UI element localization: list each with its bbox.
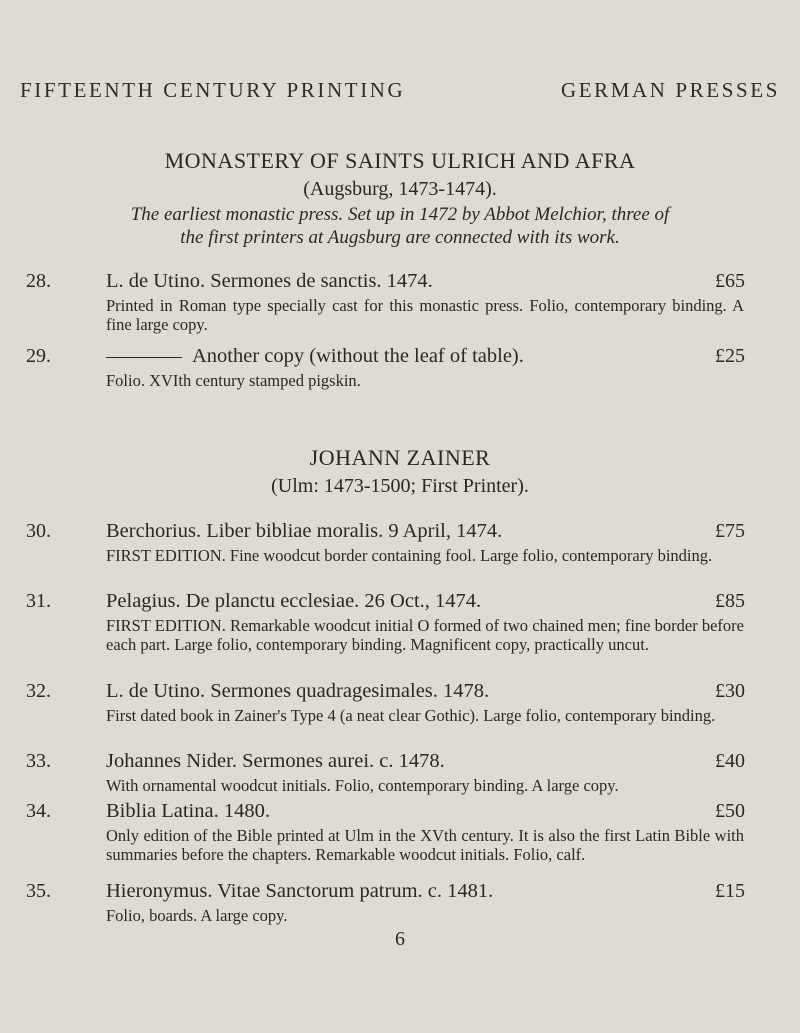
entry-price: £75 (715, 520, 745, 542)
entry-description: Printed in Roman type specially cast for this monastic press. Folio, contemporary binding. A fine large copy. (106, 296, 744, 334)
entry-price: £85 (715, 590, 745, 612)
entry-description: First dated book in Zainer's Type 4 (a neat clear Gothic). Large folio, contemporary binding. (106, 706, 716, 725)
entry-description: Folio. XVIth century stamped pigskin. (106, 371, 361, 390)
section-subtitle: (Ulm: 1473-1500; First Printer). (271, 475, 529, 497)
entry-number: 33. (26, 750, 51, 772)
entry-heading: L. de Utino. Sermones de sanctis. 1474. (106, 270, 433, 292)
page-number: 6 (395, 928, 405, 950)
entry-price: £65 (715, 270, 745, 292)
section-title: JOHANN ZAINER (309, 445, 491, 470)
entry-number: 29. (26, 345, 51, 367)
header-left: FIFTEENTH CENTURY PRINTING (20, 78, 406, 102)
entry-price: £30 (715, 680, 745, 702)
entry-heading: Biblia Latina. 1480. (106, 800, 270, 822)
entry-description: Only edition of the Bible printed at Ulm in the XVth century. It is also the first Latin Bible with summaries before the chapters. Remarkable woodcut initials. Folio, calf. (106, 826, 744, 864)
entry-description: FIRST EDITION. Remarkable woodcut initial O formed of two chained men; fine border before each part. Large folio, contemporary binding. Magnificent copy, practically uncut. (106, 616, 744, 654)
section-heading-zainer (0, 445, 800, 498)
entry-heading: L. de Utino. Sermones quadragesimales. 1478. (106, 680, 490, 702)
entry-number: 30. (26, 520, 51, 542)
entry-heading: Berchorius. Liber bibliae moralis. 9 April, 1474. (106, 520, 503, 542)
entry-description: FIRST EDITION. Fine woodcut border containing fool. Large folio, contemporary binding. (106, 546, 713, 565)
entry-price: £50 (715, 800, 745, 822)
entry-price: £25 (715, 345, 745, 367)
section-note: The earliest monastic press. Set up in 1472 by Abbot Melchior, three of the first printers at Augsburg are connected with its work. (130, 204, 670, 248)
running-header (20, 78, 780, 103)
entry-number: 31. (26, 590, 51, 612)
section-title: MONASTERY OF SAINTS ULRICH AND AFRA (164, 148, 636, 173)
entry-description: Folio, boards. A large copy. (106, 906, 288, 925)
section-subtitle: (Augsburg, 1473-1474). (303, 178, 497, 200)
entry-number: 28. (26, 270, 51, 292)
entry-heading: Another copy (without the leaf of table). (192, 345, 524, 367)
header-right: GERMAN PRESSES (560, 78, 780, 102)
entry-heading-line (106, 345, 524, 368)
entry-heading: Pelagius. De planctu ecclesiae. 26 Oct., 1474. (106, 590, 482, 612)
entry-description: With ornamental woodcut initials. Folio, contemporary binding. A large copy. (106, 776, 619, 795)
entry-number: 34. (26, 800, 51, 822)
entry-number: 35. (26, 880, 51, 902)
entry-price: £40 (715, 750, 745, 772)
entry-heading: Johannes Nider. Sermones aurei. c. 1478. (106, 750, 445, 772)
entry-heading: Hieronymus. Vitae Sanctorum patrum. c. 1481. (106, 880, 494, 902)
ditto-dash (106, 357, 182, 358)
section-heading-monastery (0, 148, 800, 249)
entry-number: 32. (26, 680, 51, 702)
entry-price: £15 (715, 880, 745, 902)
